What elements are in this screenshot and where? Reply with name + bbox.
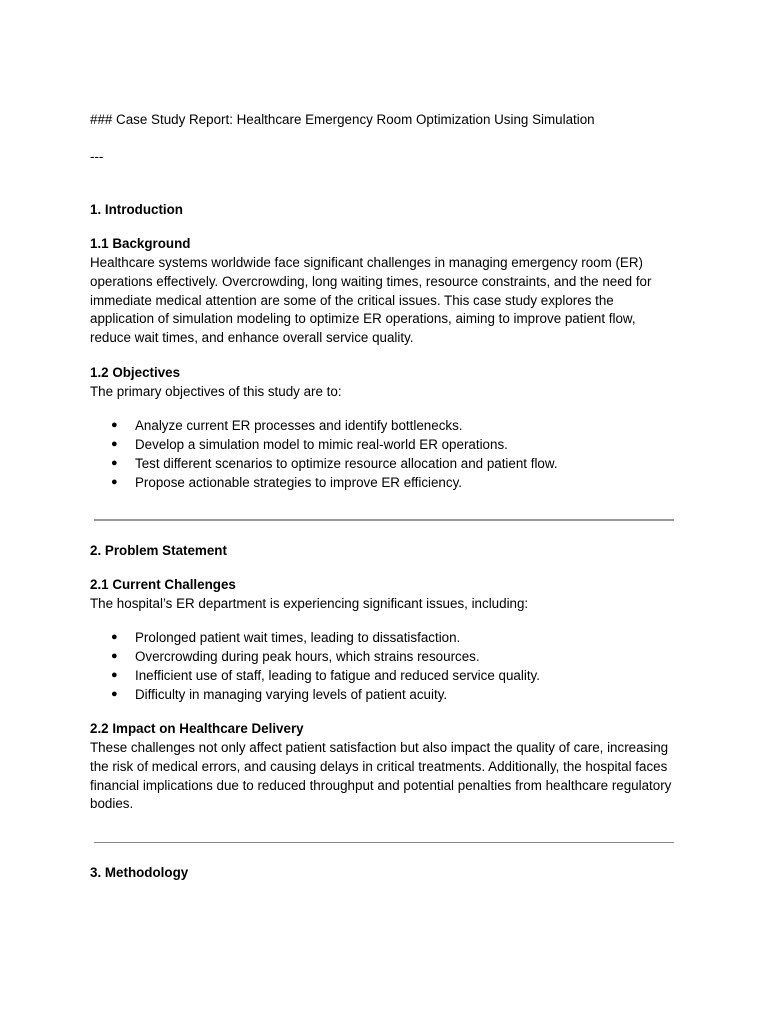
section-2-1-intro: The hospital’s ER department is experiencing significant issues, including:	[90, 596, 529, 611]
bullet-icon: ●	[111, 419, 118, 431]
bullet-icon: ●	[111, 438, 118, 450]
bullet-icon: ●	[111, 650, 118, 662]
challenges-list	[90, 628, 690, 704]
list-item: ● Prolonged patient wait times, leading to dissatisfaction.	[111, 630, 461, 645]
horizontal-rule	[94, 519, 674, 521]
list-item: ● Inefficient use of staff, leading to fatigue and reduced service quality.	[111, 668, 540, 683]
bullet-icon: ●	[111, 669, 118, 681]
list-item: ● Difficulty in managing varying levels of patient acuity.	[111, 687, 448, 702]
list-item: ● Propose actionable strategies to improve ER efficiency.	[111, 475, 462, 490]
section-1-2-intro: The primary objectives of this study are to:	[90, 384, 342, 399]
list-item: ● Develop a simulation model to mimic real-world ER operations.	[111, 437, 508, 452]
section-2-2-heading: 2.2 Impact on Healthcare Delivery	[90, 721, 304, 736]
section-3-heading: 3. Methodology	[90, 865, 189, 880]
bullet-icon: ●	[111, 476, 118, 488]
section-1-2-heading: 1.2 Objectives	[90, 365, 181, 380]
bullet-icon: ●	[111, 631, 118, 643]
objectives-list	[90, 416, 690, 492]
section-1-heading: 1. Introduction	[90, 202, 183, 217]
bullet-icon: ●	[111, 688, 118, 700]
list-item: ● Test different scenarios to optimize resource allocation and patient flow.	[111, 456, 558, 471]
section-2-1-heading: 2.1 Current Challenges	[90, 577, 236, 592]
list-item: ● Analyze current ER processes and identify bottlenecks.	[111, 418, 463, 433]
section-1-1-heading: 1.1 Background	[90, 236, 191, 251]
section-2-heading: 2. Problem Statement	[90, 543, 227, 558]
section-2-2-paragraph: These challenges not only affect patient satisfaction but also impact the quality of care, increasing the risk of medical errors, and causing delays in critical treatments. Additionally, the hospital faces financial implications due to reduced throughput and potential penalties from healthcare regulatory bodies.	[90, 740, 672, 812]
section-1-1-paragraph: Healthcare systems worldwide face significant challenges in managing emergency room (ER) operations effectively. Overcrowding, long waiting times, resource constraints, and the need for immediate medical attention are some of the critical issues. This case study explores the application of simulation modeling to optimize ER operations, aiming to improve patient flow, reduce wait times, and enhance overall service quality.	[90, 255, 652, 346]
document-title: ### Case Study Report: Healthcare Emergency Room Optimization Using Simulation	[90, 112, 595, 127]
list-item: ● Overcrowding during peak hours, which strains resources.	[111, 649, 480, 664]
separator-text: ---	[90, 149, 104, 164]
bullet-icon: ●	[111, 457, 118, 469]
horizontal-rule	[94, 842, 674, 843]
